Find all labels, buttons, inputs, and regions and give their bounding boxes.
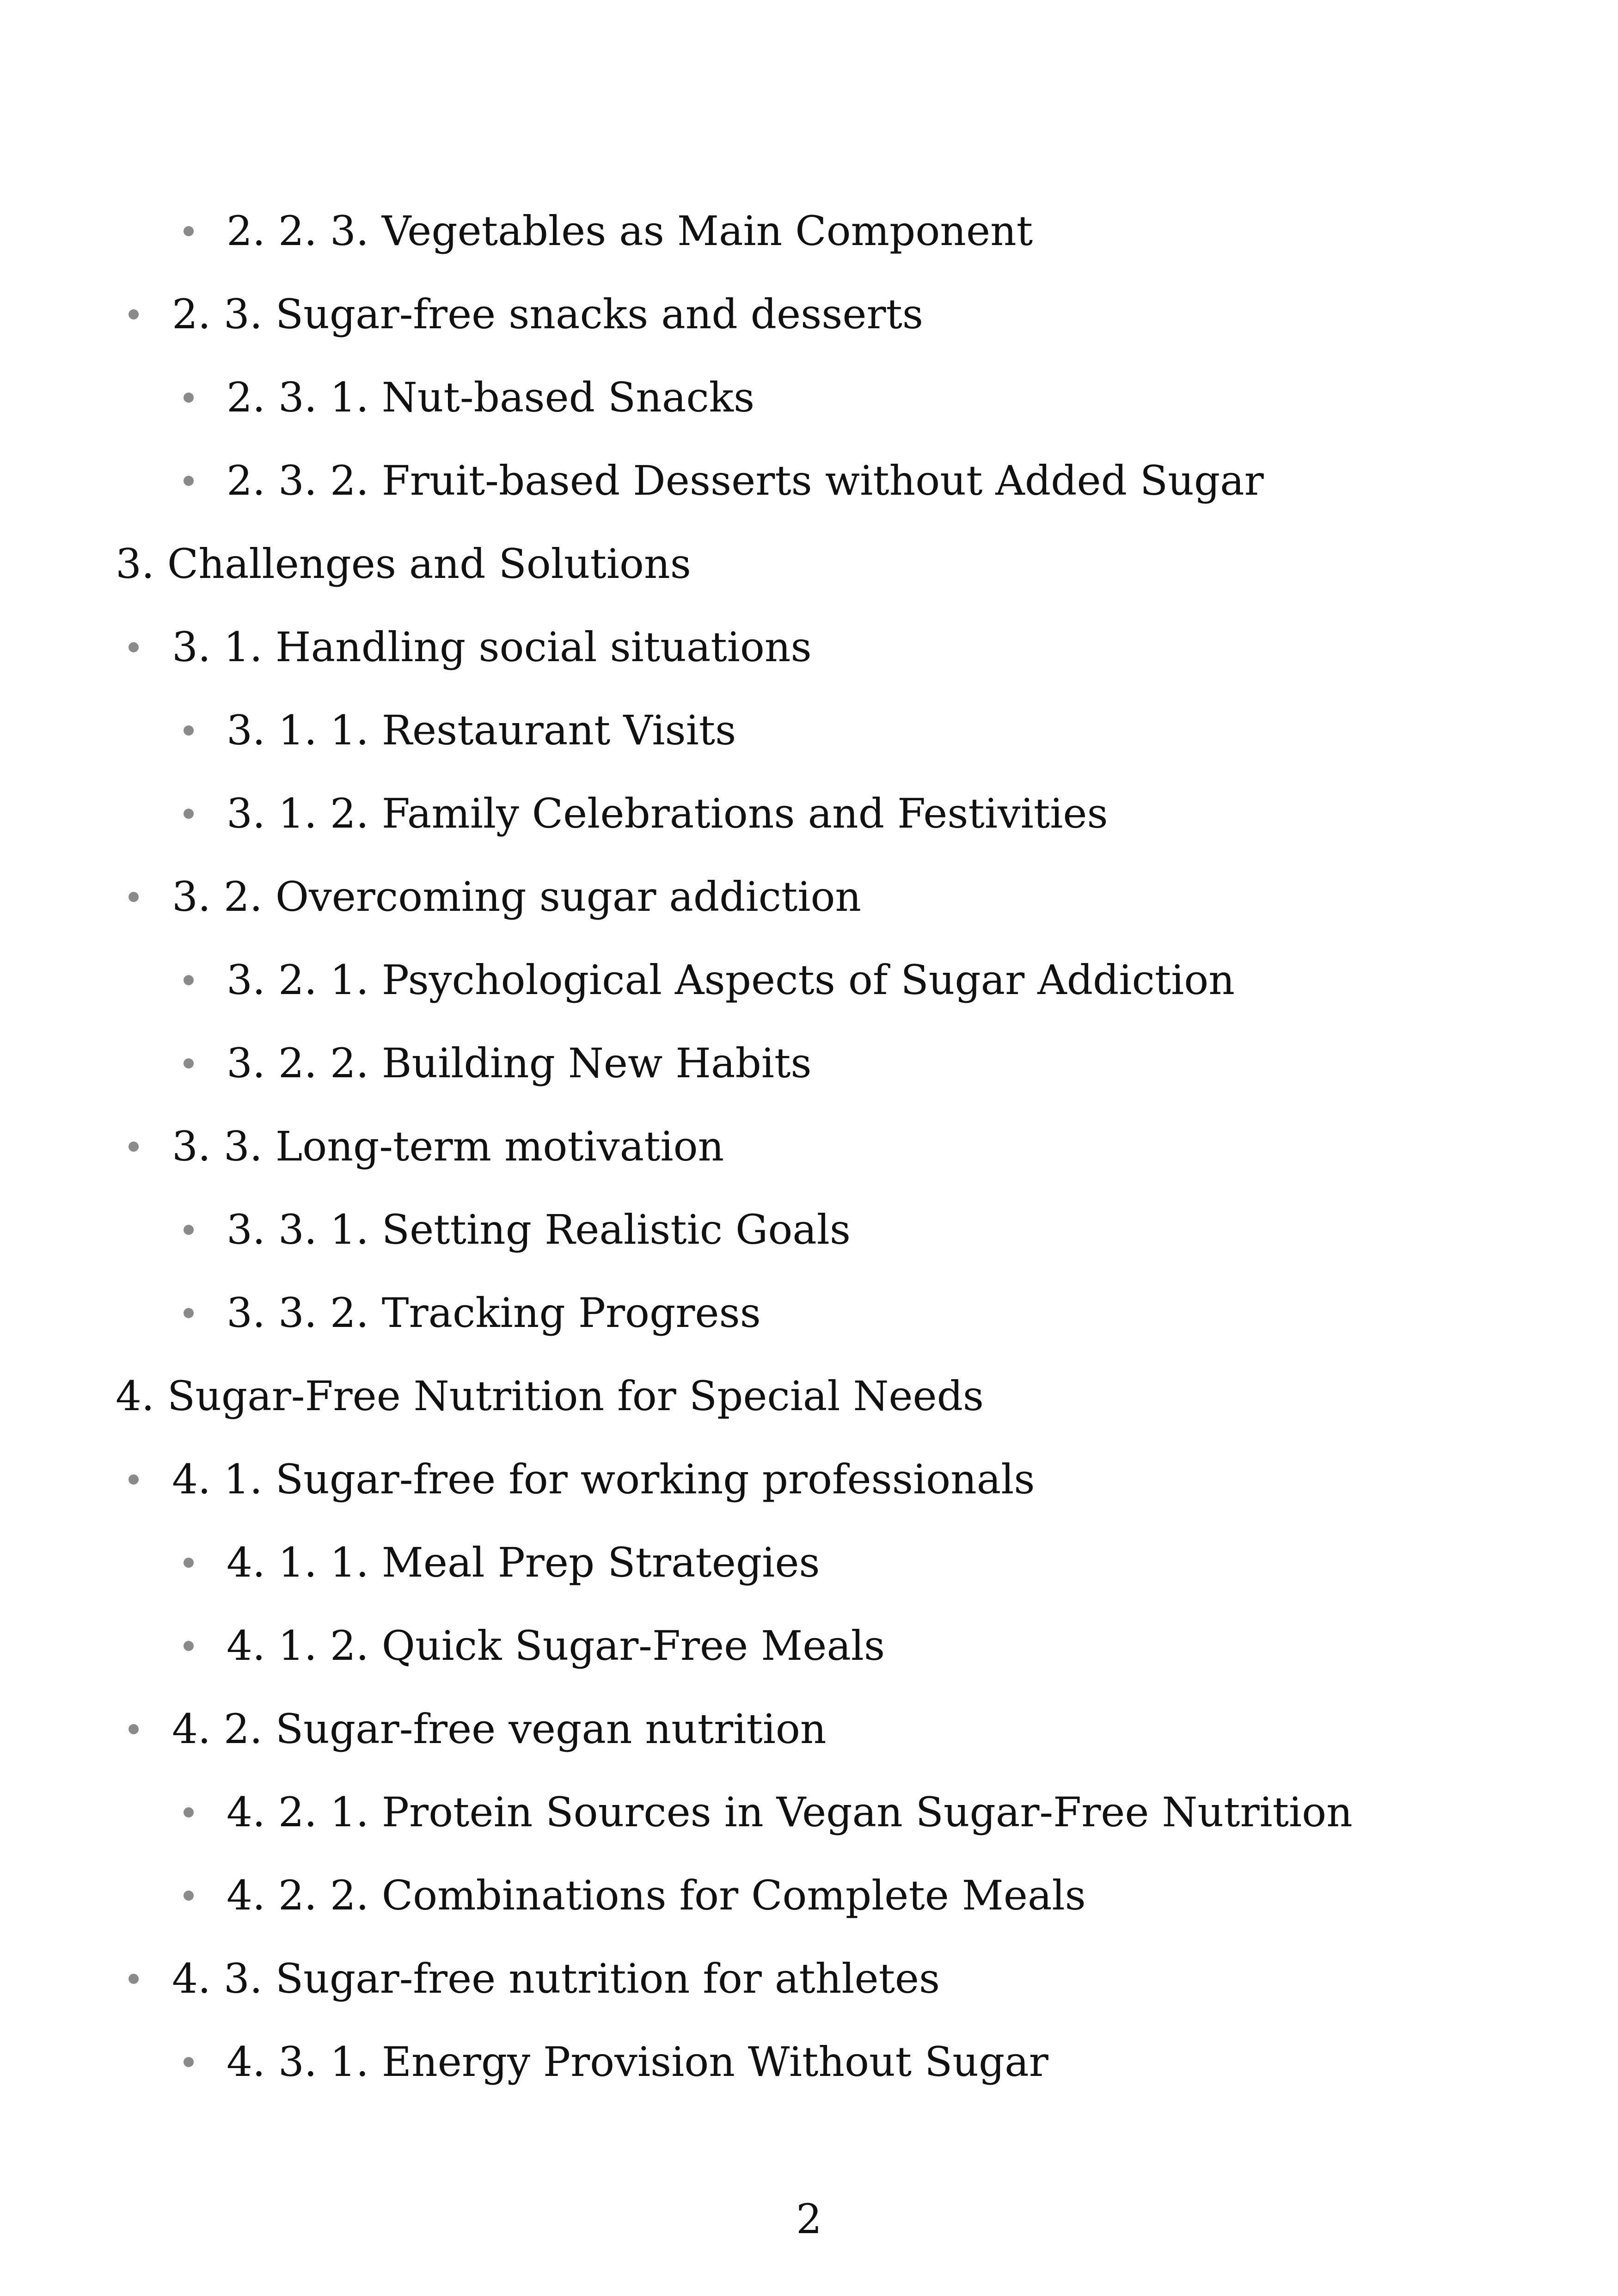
toc-entry-label: 3. 2. 1. Psychological Aspects of Sugar Addiction	[227, 956, 1235, 1004]
toc-entry-label: 3. 1. 2. Family Celebrations and Festivities	[227, 790, 1108, 837]
toc-subsection-entry[interactable]	[0, 772, 1618, 855]
toc-entry-label: 4. 2. 1. Protein Sources in Vegan Sugar-Free Nutrition	[227, 1788, 1353, 1836]
toc-entry-label: 3. 3. 1. Setting Realistic Goals	[227, 1206, 851, 1253]
table-of-contents	[0, 190, 1618, 2104]
toc-subsection-entry[interactable]	[0, 190, 1618, 273]
toc-entry-label: 4. 1. 1. Meal Prep Strategies	[227, 1539, 820, 1586]
toc-subsection-entry[interactable]	[0, 1771, 1618, 1854]
bullet-icon	[184, 1807, 194, 1817]
toc-entry-label: 3. 3. Long-term motivation	[172, 1123, 724, 1170]
bullet-icon	[184, 975, 194, 985]
toc-subsection-entry[interactable]	[0, 1521, 1618, 1604]
toc-entry-label: 4. 1. 2. Quick Sugar-Free Meals	[227, 1622, 885, 1670]
bullet-icon	[184, 226, 194, 236]
toc-entry-label: 4. 1. Sugar-free for working professionals	[172, 1455, 1035, 1503]
toc-section-entry[interactable]	[0, 1937, 1618, 2020]
toc-entry-label: 2. 3. 2. Fruit-based Desserts without Added Sugar	[227, 457, 1264, 504]
toc-entry-label: 3. Challenges and Solutions	[116, 540, 691, 588]
toc-subsection-entry[interactable]	[0, 1022, 1618, 1105]
toc-entry-label: 2. 2. 3. Vegetables as Main Component	[227, 207, 1033, 255]
toc-subsection-entry[interactable]	[0, 2020, 1618, 2104]
bullet-icon	[184, 1891, 194, 1901]
toc-entry-label: 2. 3. 1. Nut-based Snacks	[227, 374, 755, 421]
toc-section-entry[interactable]	[0, 1105, 1618, 1188]
toc-entry-label: 3. 3. 2. Tracking Progress	[227, 1289, 761, 1337]
bullet-icon	[129, 309, 139, 319]
toc-entry-label: 4. 3. Sugar-free nutrition for athletes	[172, 1955, 940, 2002]
bullet-icon	[184, 725, 194, 736]
toc-entry-label: 3. 1. 1. Restaurant Visits	[227, 706, 736, 754]
toc-subsection-entry[interactable]	[0, 1188, 1618, 1271]
toc-entry-label: 4. 2. 2. Combinations for Complete Meals	[227, 1872, 1086, 1919]
toc-entry-label: 4. 3. 1. Energy Provision Without Sugar	[227, 2038, 1048, 2086]
toc-subsection-entry[interactable]	[0, 1271, 1618, 1355]
bullet-icon	[129, 1474, 139, 1485]
toc-chapter-entry[interactable]	[0, 1355, 1618, 1438]
bullet-icon	[184, 2057, 194, 2067]
bullet-icon	[184, 809, 194, 819]
toc-section-entry[interactable]	[0, 1438, 1618, 1521]
toc-subsection-entry[interactable]	[0, 1604, 1618, 1688]
bullet-icon	[129, 1724, 139, 1734]
toc-subsection-entry[interactable]	[0, 939, 1618, 1022]
bullet-icon	[184, 1558, 194, 1568]
bullet-icon	[184, 1641, 194, 1651]
toc-section-entry[interactable]	[0, 273, 1618, 356]
bullet-icon	[129, 642, 139, 652]
toc-subsection-entry[interactable]	[0, 356, 1618, 439]
toc-entry-label: 3. 1. Handling social situations	[172, 623, 812, 671]
bullet-icon	[184, 1058, 194, 1068]
toc-chapter-entry[interactable]	[0, 522, 1618, 606]
toc-subsection-entry[interactable]	[0, 689, 1618, 772]
bullet-icon	[184, 1225, 194, 1235]
toc-section-entry[interactable]	[0, 1688, 1618, 1771]
toc-subsection-entry[interactable]	[0, 439, 1618, 522]
toc-section-entry[interactable]	[0, 606, 1618, 689]
toc-subsection-entry[interactable]	[0, 1854, 1618, 1937]
toc-entry-label: 4. 2. Sugar-free vegan nutrition	[172, 1705, 827, 1753]
bullet-icon	[129, 1974, 139, 1984]
page-number: 2	[796, 2195, 822, 2243]
toc-entry-label: 3. 2. 2. Building New Habits	[227, 1039, 812, 1087]
bullet-icon	[184, 1308, 194, 1318]
bullet-icon	[129, 892, 139, 902]
bullet-icon	[184, 393, 194, 403]
toc-entry-label: 4. Sugar-Free Nutrition for Special Needs	[116, 1372, 984, 1420]
bullet-icon	[184, 476, 194, 486]
toc-entry-label: 2. 3. Sugar-free snacks and desserts	[172, 290, 924, 338]
toc-entry-label: 3. 2. Overcoming sugar addiction	[172, 873, 862, 921]
bullet-icon	[129, 1142, 139, 1152]
toc-section-entry[interactable]	[0, 855, 1618, 939]
